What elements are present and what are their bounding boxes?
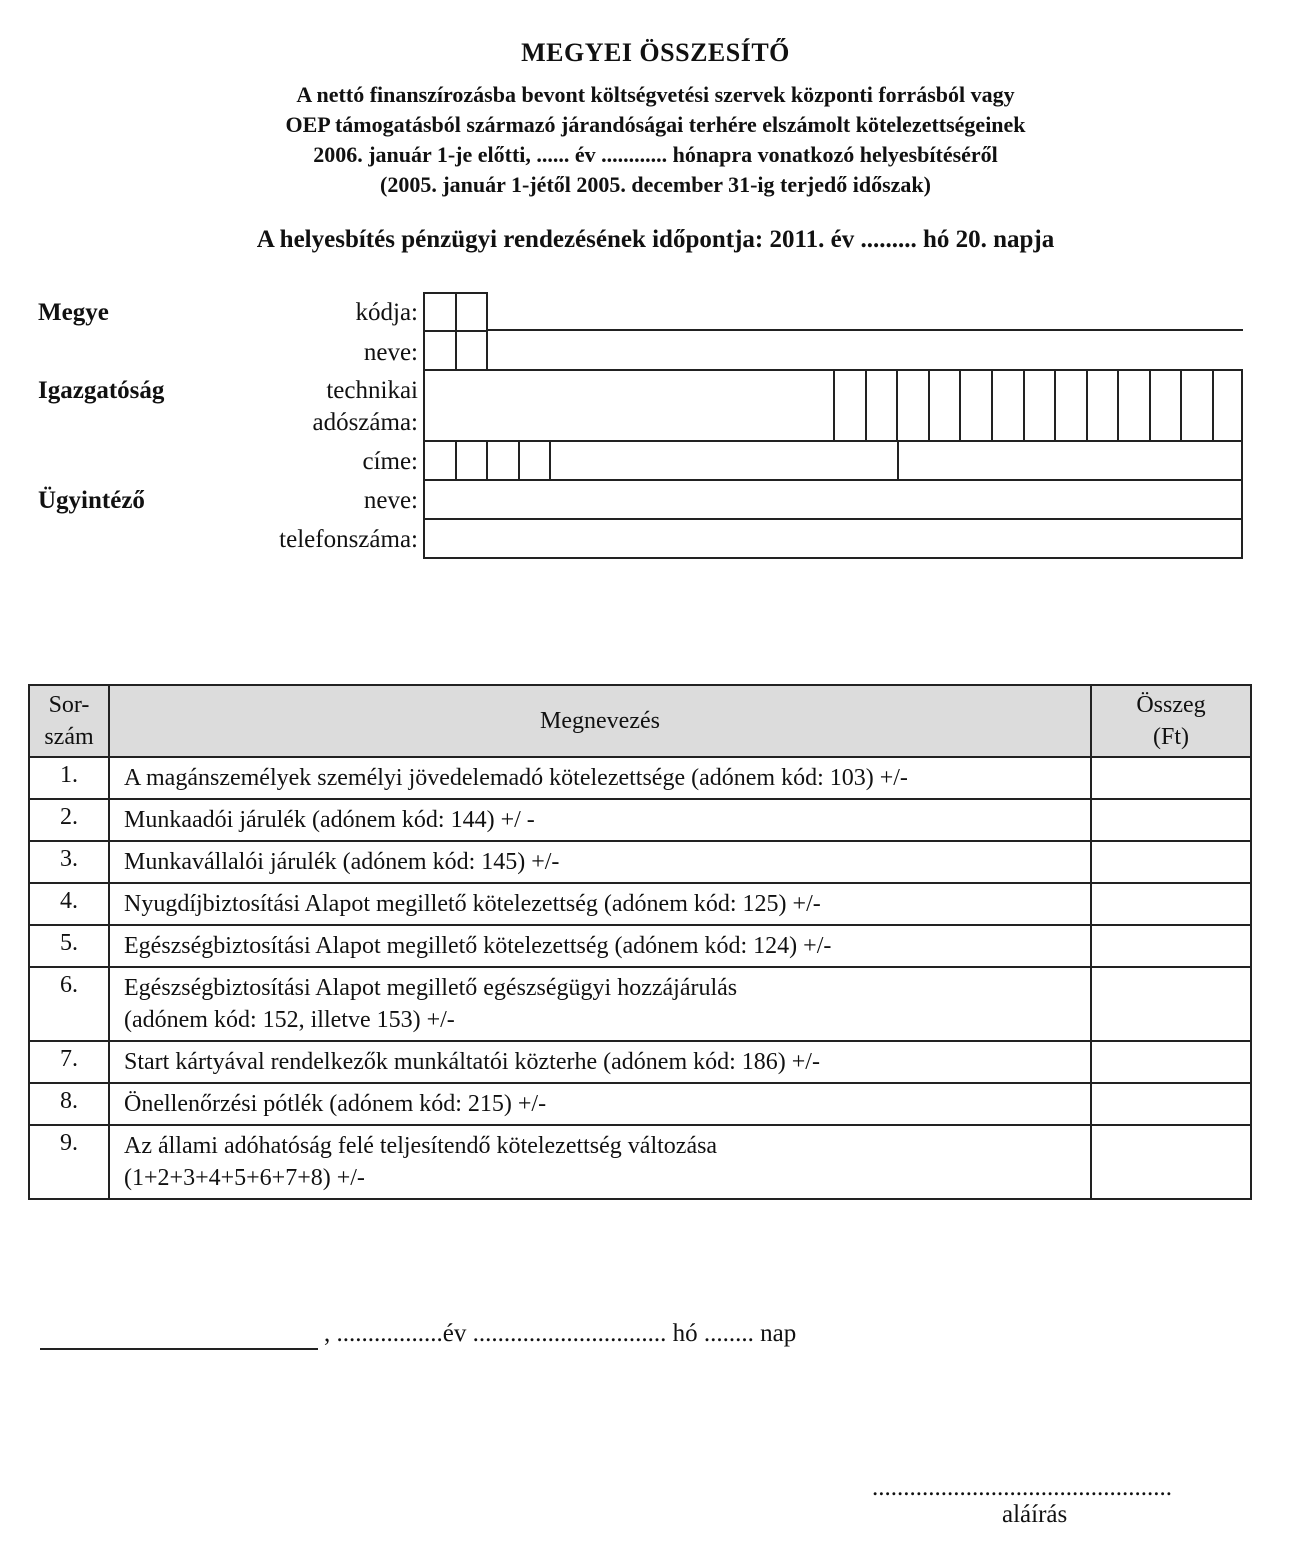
page-title: MEGYEI ÖSSZESÍTŐ [521,38,790,67]
megye-code-underline [487,329,1243,331]
megye-neve-label: neve: [363,339,418,366]
table-row: 5. Egészségbiztosítási Alapot megillető kötelezettség (adónem kód: 124) +/- [29,925,1251,967]
tax-number-topline [423,369,835,371]
megye-code-field[interactable] [423,292,488,332]
table-row: 4. Nyugdíjbiztosítási Alapot megillető kötelezettség (adónem kód: 125) +/- [29,883,1251,925]
address-field[interactable] [423,440,1243,481]
amount-cell[interactable] [1091,1083,1251,1125]
ugyintezo-label: Ügyintéző [38,487,145,514]
amount-cell[interactable] [1091,1041,1251,1083]
amount-cell[interactable] [1091,799,1251,841]
table-row: 9. Az állami adóhatóság felé teljesítendő kötelezettség változása (1+2+3+4+5+6+7+8) +/- [29,1125,1251,1199]
place-underline[interactable] [40,1348,318,1350]
table-row: 6. Egészségbiztosítási Alapot megillető egészségügyi hozzájárulás (adónem kód: 152, illetve 153) +/- [29,967,1251,1041]
megye-name-field[interactable] [423,330,488,371]
header-osszeg: Összeg (Ft) [1091,685,1251,757]
table-row: 8. Önellenőrzési pótlék (adónem kód: 215) +/- [29,1083,1251,1125]
ugyintezo-neve-label: neve: [363,487,418,514]
megye-kodja-label: kódja: [355,299,418,326]
table-row: 2. Munkaadói járulék (adónem kód: 144) +/ - [29,799,1251,841]
cime-label: címe: [362,448,418,475]
subtitle-line: 2006. január 1-je előtti, ...... év ............ hónapra vonatkozó helyesbítéséről [313,142,998,167]
amount-cell[interactable] [1091,841,1251,883]
tax-number-field[interactable] [833,369,1243,442]
page-subtitle [0,80,1311,200]
signature-label: aláírás [1002,1501,1068,1528]
telefonszama-label: telefonszáma: [279,526,418,553]
table-row: 1. A magánszemélyek személyi jövedelemadó kötelezettsége (adónem kód: 103) +/- [29,757,1251,799]
table-row: 3. Munkavállalói járulék (adónem kód: 145) +/- [29,841,1251,883]
subtitle-line: OEP támogatásból származó járandóságai terhére elszámolt kötelezettségeinek [285,112,1026,137]
phone-field[interactable] [423,518,1243,559]
subtitle-line: A nettó finanszírozásba bevont költségvetési szervek központi forrásból vagy [296,82,1015,107]
tax-number-leftline [423,369,425,442]
amount-cell[interactable] [1091,883,1251,925]
subtitle-line: (2005. január 1-jétől 2005. december 31-ig terjedő időszak) [380,172,931,197]
adoszama-label: adószáma: [312,409,418,436]
table-row: 7. Start kártyával rendelkezők munkáltatói közterhe (adónem kód: 186) +/- [29,1041,1251,1083]
contact-name-field[interactable] [423,479,1243,520]
signature-dots[interactable]: ................................................ [872,1474,1172,1501]
igazgatosag-label: Igazgatóság [38,377,165,404]
amount-cell[interactable] [1091,1125,1251,1199]
header-sorszam: Sor- szám [29,685,109,757]
summary-table [28,684,1252,1200]
settlement-date-line: A helyesbítés pénzügyi rendezésének időpontja: 2011. év ......... hó 20. napja [256,226,1055,253]
amount-cell[interactable] [1091,757,1251,799]
amount-cell[interactable] [1091,967,1251,1041]
header-megnevezes: Megnevezés [109,685,1091,757]
technikai-label: technikai [326,377,418,404]
amount-cell[interactable] [1091,925,1251,967]
date-line: , .................év ............................... hó ........ nap [324,1320,797,1347]
megye-label: Megye [38,299,109,326]
